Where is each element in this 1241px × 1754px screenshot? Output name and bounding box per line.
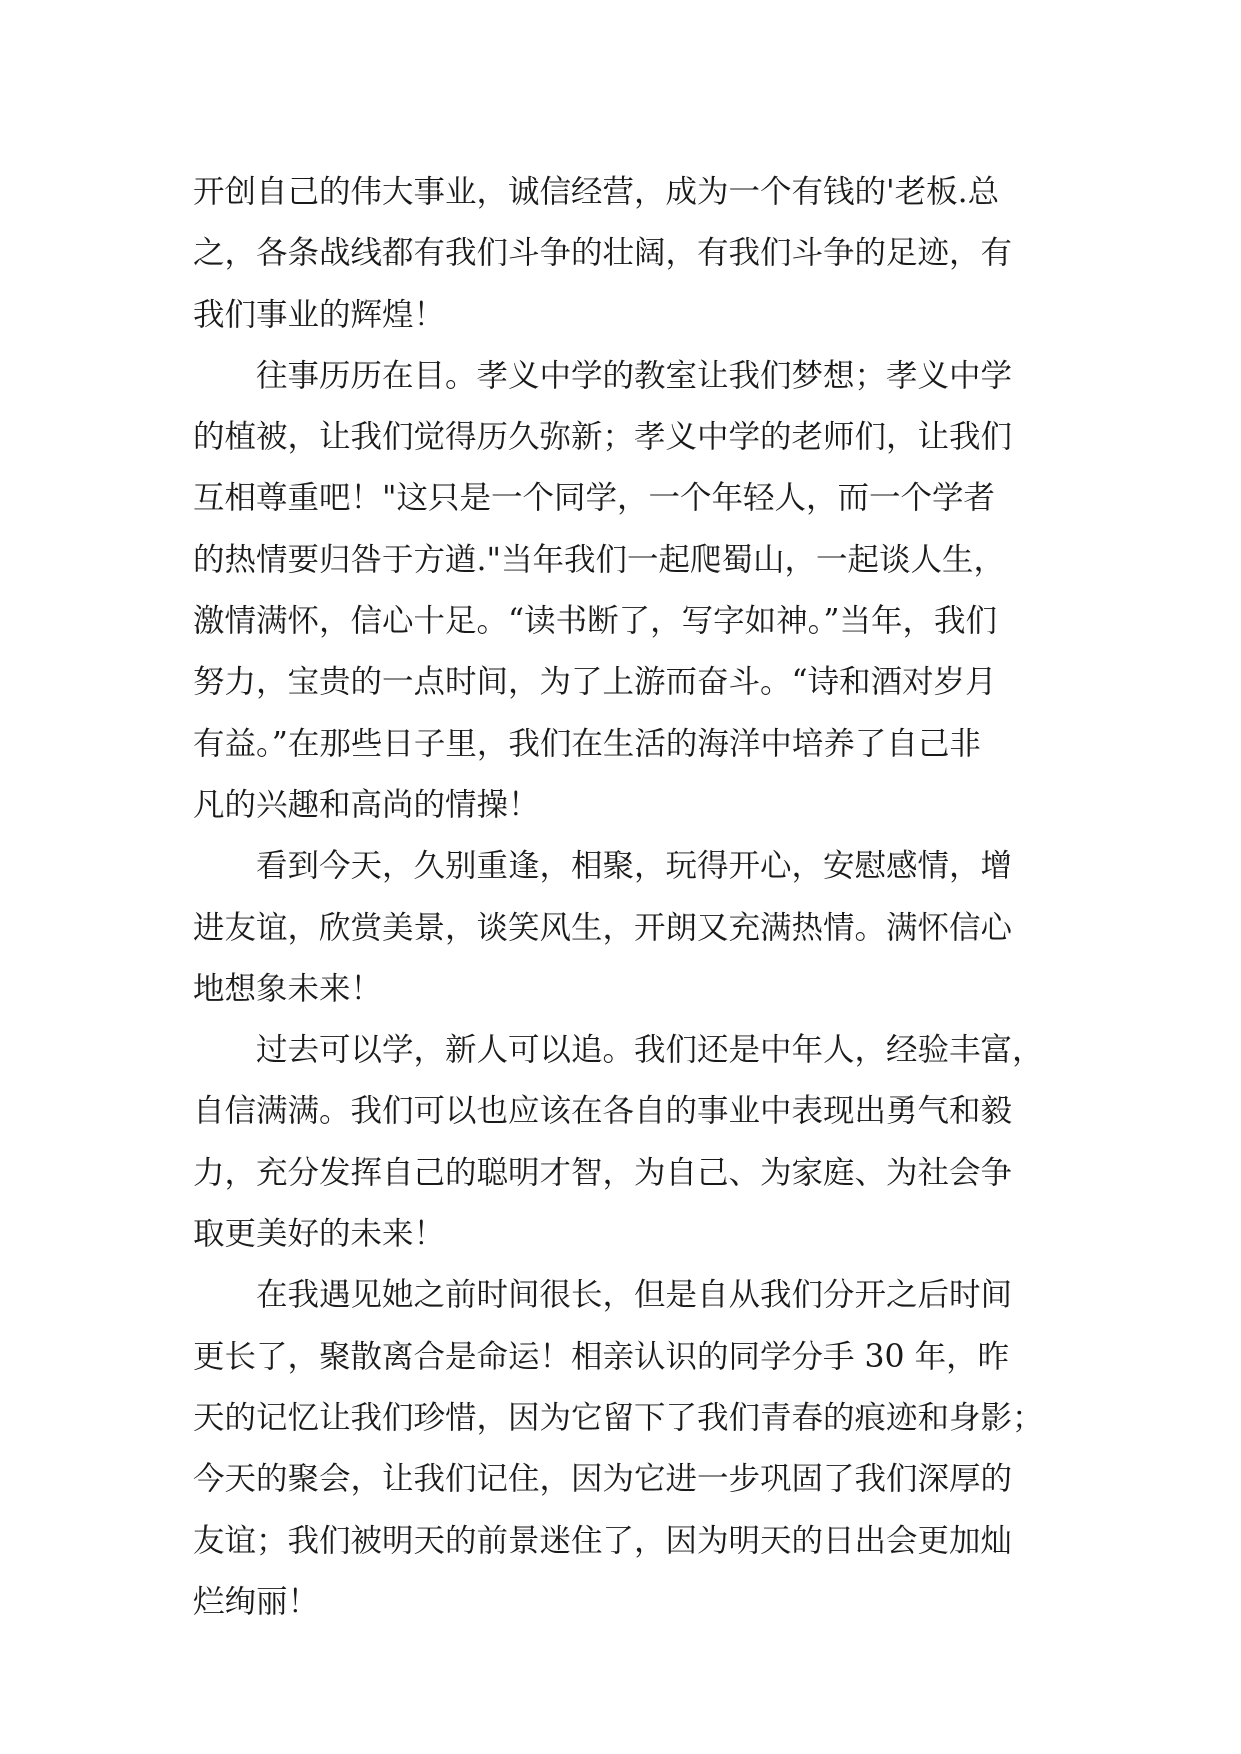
paragraph-3: 看到今天，久别重逢，相聚，玩得开心，安慰感情，增 进友谊，欣赏美景，谈笑风生，开朗又充满热情。满怀信心 地想象未来！ [193, 848, 1013, 1007]
paragraph-2: 往事历历在目。孝义中学的教室让我们梦想；孝义中学 的植被，让我们觉得历久弥新；孝义中学的老师们，让我们 互相尊重吧！"这只是一个同学，一个年轻人，而一个学者 的热情要归咎于方遒."当年我们一起爬蜀山，一起谈人生， 激情满怀，信心十足。“读书断了，写字如神。”当年，我们 努力，宝贵的一点时间，为了上游而奋斗。“诗和酒对岁月 有益。”在那些日子里，我们在生活的海洋中培养了自己非 凡的兴趣和高尚的情操！ [193, 357, 1013, 823]
document-body [193, 162, 1073, 1633]
paragraph-1: 开创自己的伟大事业，诚信经营，成为一个有钱的'老板.总 之，各条战线都有我们斗争的壮阔，有我们斗争的足迹，有 我们事业的辉煌！ [193, 174, 1013, 333]
paragraph-4: 过去可以学，新人可以追。我们还是中年人，经验丰富， 自信满满。我们可以也应该在各自的事业中表现出勇气和毅 力，充分发挥自己的聪明才智，为自己、为家庭、为社会争 取更美好的未来！ [193, 1032, 1044, 1253]
paragraph-5: 在我遇见她之前时间很长，但是自从我们分开之后时间 更长了，聚散离合是命运！相亲认识的同学分手 30 年，昨 天的记忆让我们珍惜，因为它留下了我们青春的痕迹和身影； 今天的聚会，让我们记住，因为它进一步巩固了我们深厚的 友谊；我们被明天的前景迷住了，因为明天的日出会更加灿 烂绚丽！ [193, 1277, 1044, 1620]
